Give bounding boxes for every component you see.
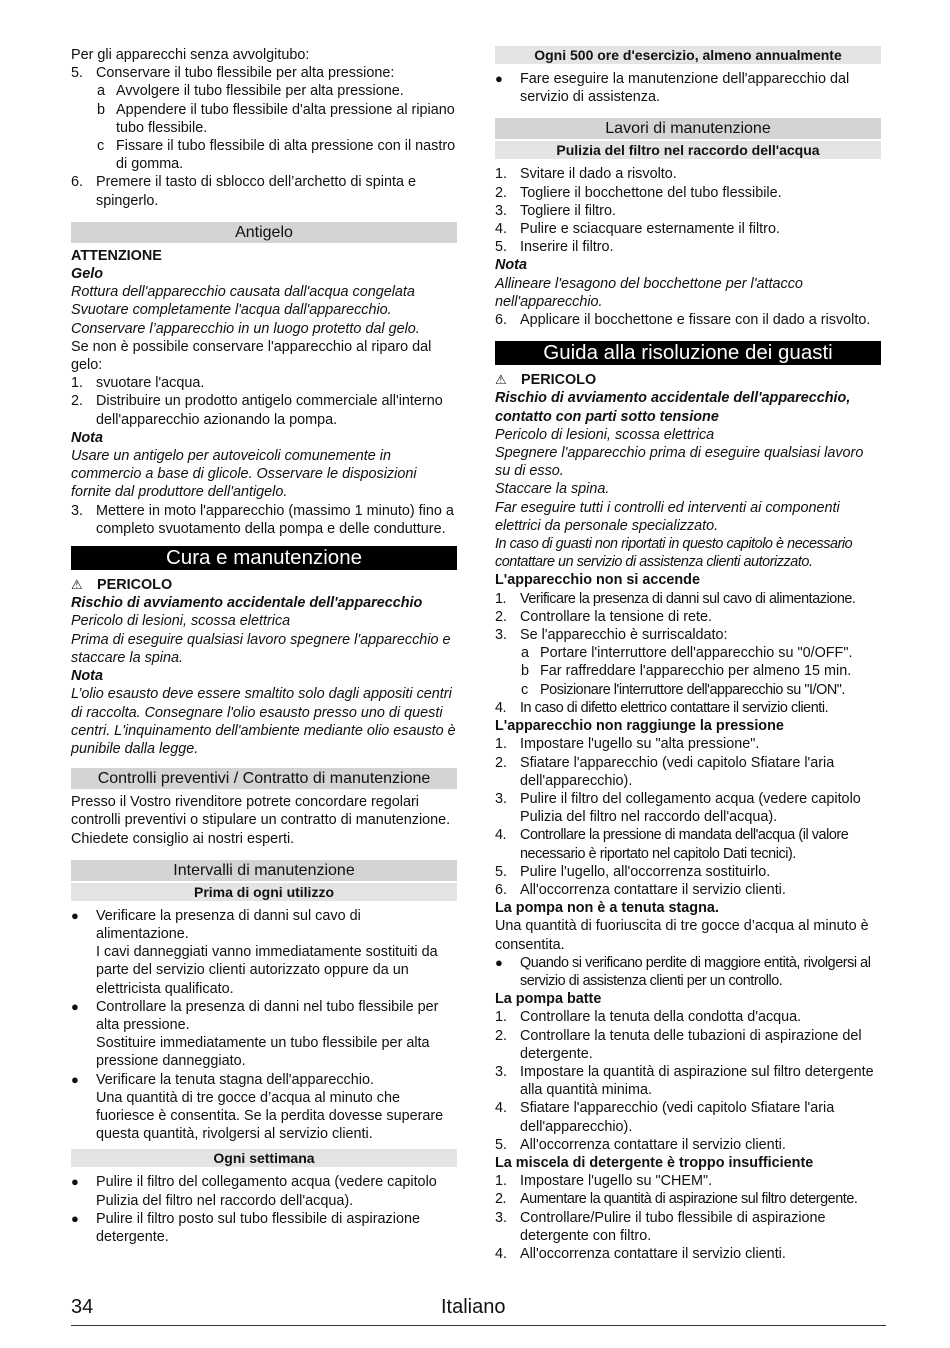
pulizia-step-4: 4. Pulire e sciacquare esternamente il filtro. — [495, 221, 780, 238]
pulizia-step-5: 5. Inserire il filtro. — [495, 239, 614, 256]
cura-rischio: Rischio di avviamento accidentale dell'apparecchio — [71, 595, 423, 612]
step-5a: a Avvolgere il tubo flessibile per alta pressione. — [97, 83, 404, 100]
antigelo-step-3: 3. Mettere in moto l'apparecchio (massimo 1 minuto) fino a completo svuotamento della pompa e delle condutture. — [71, 502, 454, 537]
gelo-label: Gelo — [71, 266, 103, 283]
guida-in-caso: In caso di guasti non riportati in questo capitolo è necessario contattare un servizio di assistenza clienti autorizzato. — [495, 536, 853, 571]
page-number: 34 — [71, 1296, 94, 1318]
check-bullet-2-note: Sostituire immediatamente un tubo flessibile per alta pressione danneggiato. — [96, 1035, 430, 1070]
antigelo-nota-label: Nota — [71, 429, 103, 446]
ore-bullet-1: ● Fare eseguire la manutenzione dell'apparecchio dal servizio di assistenza. — [495, 71, 850, 106]
guida-staccare: Staccare la spina. — [495, 481, 610, 498]
tenuta-heading: La pompa non è a tenuta stagna. — [495, 900, 719, 917]
tenuta-bullet-1: ● Quando si verificano perdite di maggiore entità, rivolgersi al servizio di assistenza clienti per un controllo. — [495, 954, 871, 989]
batte-step-1: 1. Controllare la tenuta della condotta d'acqua. — [495, 1009, 802, 1026]
pressione-step-2: 2. Sfiatare l'apparecchio (vedi capitolo Sfiatare l'aria dell'apparecchio). — [495, 754, 835, 789]
cura-heading: Cura e manutenzione — [71, 546, 457, 570]
weekly-bullet-2: ● Pulire il filtro posto sul tubo flessibile di aspirazione detergente. — [71, 1210, 420, 1245]
antigelo-nota-text: Usare un antigelo per autoveicoli comunemente in commercio a base di glicole. Osservare le disposizioni fornite dal produttore dell'antigelo. — [71, 448, 417, 501]
cura-nota-label: Nota — [71, 668, 103, 685]
controlli-text: Presso il Vostro rivenditore potrete concordare regolari controlli preventivi o stipulare un contratto di manutenzione. Chiedete consiglio ai nostri esperti. — [71, 794, 451, 847]
pulizia-step-6: 6. Applicare il bocchettone e fissare con il dado a risvolto. — [495, 312, 871, 329]
cura-pericolo-label: ⚠ PERICOLO — [71, 577, 173, 594]
cura-pericolo-lesioni: Pericolo di lesioni, scossa elettrica — [71, 613, 291, 630]
miscela-step-4: 4. All'occorrenza contattare il servizio clienti. — [495, 1245, 786, 1262]
non-accende-step-1: 1. Verificare la presenza di danni sul cavo di alimentazione. — [495, 590, 856, 607]
miscela-step-2: 2. Aumentare la quantità di aspirazione sul filtro detergente. — [495, 1191, 858, 1208]
non-accende-step-2: 2. Controllare la tensione di rete. — [495, 608, 712, 625]
intro-text: Per gli apparecchi senza avvolgitubo: — [71, 47, 310, 63]
non-accende-step-3b: b Far raffreddare l'apparecchio per almeno 15 min. — [521, 663, 852, 680]
antigelo-text: Se non è possibile conservare l'apparecchio al riparo dal gelo: — [71, 338, 432, 374]
bullet-icon: ● — [71, 907, 79, 923]
non-accende-heading: L'apparecchio non si accende — [495, 572, 700, 589]
right-column — [495, 46, 881, 1263]
non-accende-step-3a: a Portare l'interruttore dell'apparecchio su "0/OFF". — [521, 645, 853, 662]
warning-triangle-icon: ⚠ — [495, 372, 507, 388]
check-bullet-2: ● Controllare la presenza di danni nel tubo flessibile per alta pressione. — [71, 998, 439, 1033]
left-column — [71, 46, 457, 1246]
pulizia-nota-label: Nota — [495, 257, 527, 274]
ore-heading: Ogni 500 ore d'esercizio, almeno annualmente — [495, 46, 881, 64]
cura-nota-text: L’olio esausto deve essere smaltito solo dagli appositi centri di raccolta. Consegnare l'olio esausto presso uno di questi centri. L'inquinamento dell'ambiente mediante olio esausto è punibile dalla legge. — [71, 686, 456, 757]
weekly-bullet-1: ● Pulire il filtro del collegamento acqua (vedere capitolo Pulizia del filtro nel raccordo dell'acqua). — [71, 1174, 437, 1209]
guida-far-eseguire: Far eseguire tutti i controlli ed interventi ai componenti elettrici da personale specializzato. — [495, 499, 840, 534]
prima-utilizzo-heading: Prima di ogni utilizzo — [71, 883, 457, 901]
bullet-icon: ● — [495, 71, 503, 86]
attenzione-label: ATTENZIONE — [71, 247, 162, 264]
batte-heading: La pompa batte — [495, 991, 602, 1008]
antigelo-heading: Antigelo — [71, 222, 457, 243]
bullet-icon: ● — [71, 1071, 79, 1087]
pressione-step-6: 6. All'occorrenza contattare il servizio clienti. — [495, 881, 786, 898]
bullet-icon: ● — [71, 1210, 79, 1226]
step-5c: c Fissare il tubo flessibile di alta pressione con il nastro di gomma. — [97, 138, 456, 173]
bullet-icon: ● — [71, 1174, 79, 1190]
warning-triangle-icon: ⚠ — [71, 577, 83, 593]
tenuta-text: Una quantità di fuoriuscita di tre gocce d’acqua al minuto è consentita. — [495, 918, 869, 953]
pulizia-step-2: 2. Togliere il bocchettone del tubo flessibile. — [495, 184, 782, 201]
non-accende-step-4: 4. In caso di difetto elettrico contattare il servizio clienti. — [495, 699, 829, 716]
pulizia-step-1: 1. Svitare il dado a risvolto. — [495, 166, 677, 183]
non-accende-step-3: 3. Se l'apparecchio è surriscaldato: — [495, 627, 728, 644]
bullet-icon: ● — [71, 998, 79, 1014]
pulizia-nota-text: Allineare l'esagono del bocchettone per l'attacco nell'apparecchio. — [495, 275, 803, 310]
check-bullet-1: ● Verificare la presenza di danni sul cavo di alimentazione. — [71, 907, 361, 942]
check-bullet-3-note: Una quantità di tre gocce d’acqua al minuto che fuoriesce è consentita. Se la perdita dovesse superare questa quantità, rivolgersi al servizio clienti. — [96, 1089, 444, 1143]
antigelo-step-2: 2. Distribuire un prodotto antigelo commerciale all'interno dell'apparecchio azionando la pompa. — [71, 393, 443, 428]
controlli-heading: Controlli preventivi / Contratto di manutenzione — [71, 768, 457, 789]
guida-heading: Guida alla risoluzione dei guasti — [495, 341, 881, 365]
lavori-heading: Lavori di manutenzione — [495, 118, 881, 139]
footer-language: Italiano — [441, 1296, 506, 1318]
miscela-step-3: 3. Controllare/Pulire il tubo flessibile di aspirazione detergente con filtro. — [495, 1209, 826, 1244]
guida-spegnere: Spegnere l'apparecchio prima di eseguire qualsiasi lavoro su di esso. — [495, 445, 864, 480]
check-bullet-3: ● Verificare la tenuta stagna dell'apparecchio. — [71, 1071, 374, 1088]
step-5: 5. Conservare il tubo flessibile per alta pressione: — [71, 65, 395, 82]
pressione-step-1: 1. Impostare l'ugello su "alta pressione". — [495, 736, 760, 753]
batte-step-2: 2. Controllare la tenuta delle tubazioni di aspirazione del detergente. — [495, 1027, 862, 1062]
guida-rischio: Rischio di avviamento accidentale dell'apparecchio, contatto con parti sotto tensione — [495, 390, 851, 425]
pressione-step-4: 4. Controllare la pressione di mandata dell'acqua (il valore necessario è riportato nel capitolo Dati tecnici). — [495, 827, 849, 862]
antigelo-warning-3: Conservare l’apparecchio in un luogo protetto dal gelo. — [71, 320, 420, 337]
guida-pericolo-label: ⚠ PERICOLO — [495, 372, 597, 389]
antigelo-warning-2: Svuotare completamente l'acqua dall'apparecchio. — [71, 302, 392, 319]
miscela-heading: La miscela di detergente è troppo insufficiente — [495, 1154, 814, 1171]
pressione-step-5: 5. Pulire l'ugello, all'occorrenza sostituirlo. — [495, 863, 771, 880]
pulizia-heading: Pulizia del filtro nel raccordo dell'acqua — [495, 141, 881, 159]
antigelo-step-1: 1. svuotare l'acqua. — [71, 375, 205, 392]
batte-step-5: 5. All'occorrenza contattare il servizio clienti. — [495, 1136, 786, 1153]
step-5b: b Appendere il tubo flessibile d'alta pressione al ripiano tubo flessibile. — [97, 101, 455, 136]
miscela-step-1: 1. Impostare l'ugello su "CHEM". — [495, 1173, 713, 1190]
check-bullet-1-note: I cavi danneggiati vanno immediatamente sostituiti da parte del servizio clienti autorizzato oppure da un elettricista qualificato. — [96, 944, 438, 997]
non-accende-step-3c: c Posizionare l'interruttore dell'apparecchio su "I/ON". — [521, 681, 845, 698]
step-6: 6. Premere il tasto di sblocco dell’archetto di spinta e spingerlo. — [71, 174, 416, 209]
bullet-icon: ● — [495, 954, 503, 970]
pressione-heading: L'apparecchio non raggiunge la pressione — [495, 718, 784, 735]
cura-prima: Prima di eseguire qualsiasi lavoro spegnere l'apparecchio e staccare la spina. — [71, 631, 451, 666]
pulizia-step-3: 3. Togliere il filtro. — [495, 202, 616, 219]
settimana-heading: Ogni settimana — [71, 1149, 457, 1167]
footer-divider — [71, 1325, 886, 1326]
pressione-step-3: 3. Pulire il filtro del collegamento acqua (vedere capitolo Pulizia del filtro nel raccordo dell'acqua). — [495, 790, 861, 826]
guida-pericolo-lesioni: Pericolo di lesioni, scossa elettrica — [495, 426, 715, 443]
batte-step-4: 4. Sfiatare l'apparecchio (vedi capitolo Sfiatare l'aria dell'apparecchio). — [495, 1100, 835, 1135]
batte-step-3: 3. Impostare la quantità di aspirazione sul filtro detergente alla quantità minima. — [495, 1063, 874, 1099]
intervalli-heading: Intervalli di manutenzione — [71, 860, 457, 881]
antigelo-warning-1: Rottura dell'apparecchio causata dall'acqua congelata — [71, 284, 415, 301]
